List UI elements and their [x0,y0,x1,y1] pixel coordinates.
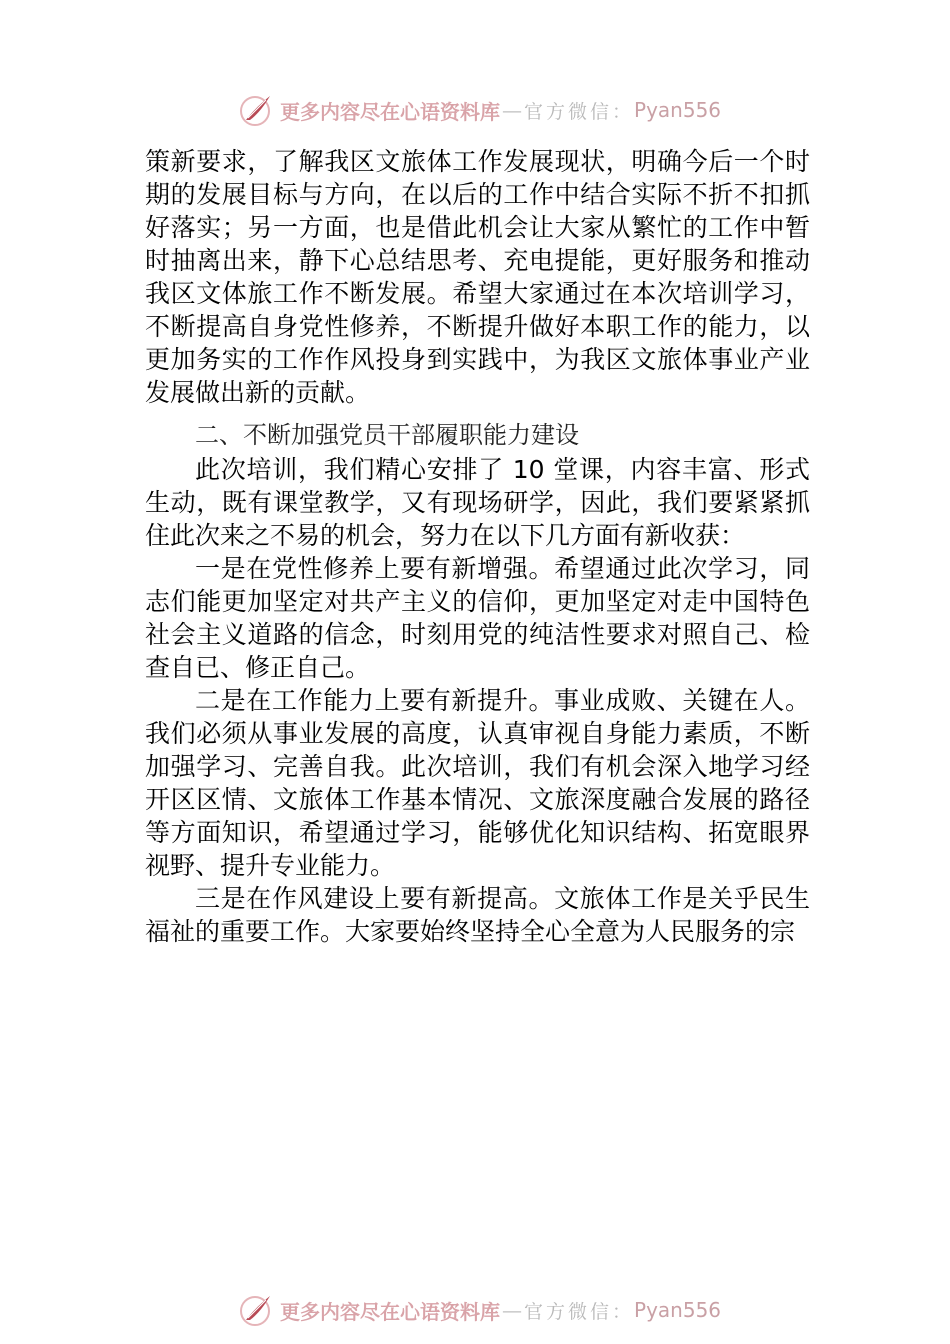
paragraph-point-three: 三是在作风建设上要有新提高。文旅体工作是关乎民生福祉的重要工作。大家要始终坚持全心全意为人民服务的宗 [145,884,810,946]
watermark-library-name: 更多内容尽在心语资料库 [280,1299,500,1324]
watermark-wechat-label: 官方微信： [524,100,635,123]
header-watermark [238,90,758,130]
watermark-wechat-id: Pyan556 [634,1298,722,1322]
watermark-separator: — [502,98,522,122]
watermark-wechat-id: Pyan556 [634,98,722,122]
paragraph-point-one: 一是在党性修养上要有新增强。希望通过此次学习，同志们能更加坚定对共产主义的信仰，更加坚定对走中国特色社会主义道路的信念，时刻用党的纯洁性要求对照自己、检查自已、修正自己。 [145,554,810,682]
watermark-library-name: 更多内容尽在心语资料库 [280,99,500,124]
quill-logo-icon [238,92,274,128]
quill-logo-icon [238,1292,274,1328]
watermark-separator: — [502,1298,522,1322]
document-body [145,145,810,948]
section-heading: 二、不断加强党员干部履职能力建设 [195,421,579,449]
paragraph-continuation: 策新要求，了解我区文旅体工作发展现状，明确今后一个时期的发展目标与方向，在以后的工作中结合实际不折不扣抓好落实；另一方面，也是借此机会让大家从繁忙的工作中暂时抽离出来，静下心总结思考、充电提能，更好服务和推动我区文体旅工作不断发展。希望大家通过在本次培训学习，不断提高自身党性修养，不断提升做好本职工作的能力，以更加务实的工作作风投身到实践中，为我区文旅体事业产业发展做出新的贡献。 [145,147,810,407]
paragraph-training-intro: 此次培训，我们精心安排了 10 堂课，内容丰富、形式生动，既有课堂教学，又有现场研学，因此，我们要紧紧抓住此次来之不易的机会，努力在以下几方面有新收获： [145,455,810,550]
paragraph-point-two: 二是在工作能力上要有新提升。事业成败、关键在人。我们必须从事业发展的高度，认真审视自身能力素质，不断加强学习、完善自我。此次培训，我们有机会深入地学习经开区区情、文旅体工作基本情况、文旅深度融合发展的路径等方面知识，希望通过学习，能够优化知识结构、拓宽眼界视野、提升专业能力。 [145,686,810,880]
footer-watermark [238,1290,758,1330]
watermark-wechat-label: 官方微信： [524,1300,635,1323]
